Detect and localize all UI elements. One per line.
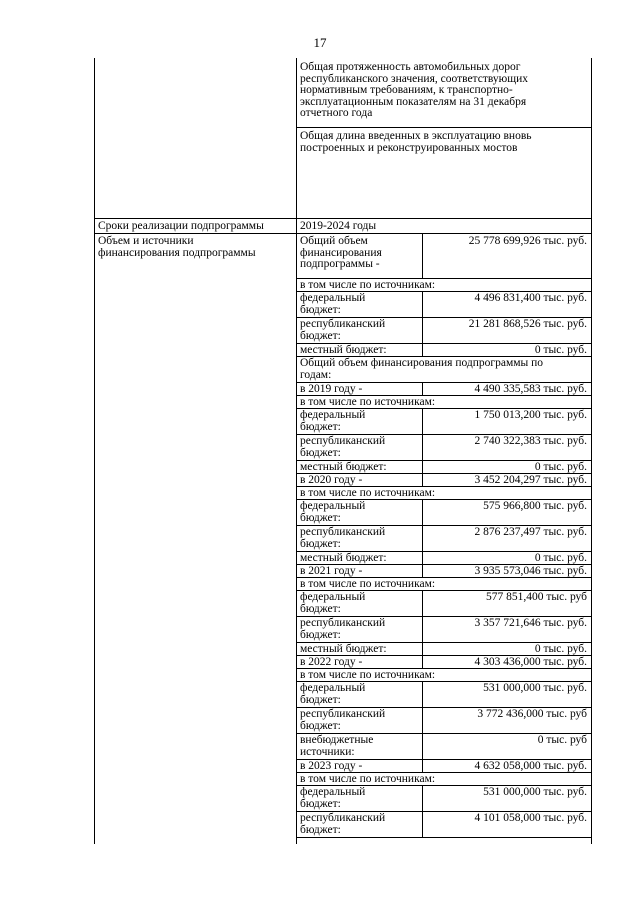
table-left-border bbox=[94, 58, 95, 844]
amount-column-divider bbox=[422, 473, 423, 486]
indicator-bridges-text: построенных и реконструированных мостов bbox=[300, 141, 518, 154]
sources-label: в том числе по источникам: bbox=[300, 578, 436, 590]
source-value: 531 000,000 тыс. руб. bbox=[483, 786, 587, 798]
source-label: в 2023 году - bbox=[300, 760, 363, 772]
source-label: бюджет: bbox=[300, 797, 341, 810]
source-value: 4 632 058,000 тыс. руб. bbox=[474, 760, 587, 772]
source-label: бюджет: bbox=[300, 823, 341, 836]
passport-table bbox=[94, 58, 591, 844]
amount-column-divider bbox=[422, 655, 423, 668]
source-label: местный бюджет: bbox=[300, 552, 387, 564]
source-value: 0 тыс. руб. bbox=[534, 344, 587, 356]
amount-column-divider bbox=[422, 551, 423, 564]
source-label: республиканский bbox=[300, 708, 386, 720]
timing-label: Сроки реализации подпрограммы bbox=[98, 220, 264, 232]
indicator-length-text: отчетного года bbox=[300, 107, 373, 119]
source-value: 3 357 721,646 тыс. руб. bbox=[474, 617, 587, 629]
amount-column-divider bbox=[422, 681, 423, 707]
source-value: 4 101 058,000 тыс. руб. bbox=[474, 812, 587, 824]
source-value: 4 303 436,000 тыс. руб. bbox=[474, 656, 587, 668]
source-value: 0 тыс. руб. bbox=[534, 643, 587, 655]
source-label: республиканский bbox=[300, 318, 386, 330]
amount-column-divider bbox=[422, 382, 423, 395]
source-value: 531 000,000 тыс. руб. bbox=[483, 682, 587, 694]
row-divider bbox=[94, 218, 591, 219]
source-label: бюджет: bbox=[300, 446, 341, 459]
total-value: 25 778 699,926 тыс. руб. bbox=[468, 235, 587, 247]
by-years-label: Общий объем финансирования подпрограммы по bbox=[300, 357, 544, 369]
source-label: местный бюджет: bbox=[300, 344, 387, 356]
source-label: республиканский bbox=[300, 526, 386, 538]
source-value: 4 496 831,400 тыс. руб. bbox=[474, 292, 587, 304]
amount-column-divider bbox=[422, 707, 423, 733]
indicator-bridges-text: Общая длина введенных в эксплуатацию вновь bbox=[300, 130, 532, 142]
sources-label: в том числе по источникам: bbox=[300, 669, 436, 681]
indicator-length-text: эксплуатационным показателям на 31 декабря bbox=[300, 95, 527, 108]
amount-column-divider bbox=[422, 564, 423, 577]
source-label: республиканский bbox=[300, 812, 386, 824]
source-label: бюджет: bbox=[300, 628, 341, 641]
amount-column-divider bbox=[422, 525, 423, 551]
source-value: 21 281 868,526 тыс. руб. bbox=[468, 318, 587, 330]
source-value: 4 490 335,583 тыс. руб. bbox=[474, 383, 587, 395]
source-value: 2 740 322,383 тыс. руб. bbox=[474, 435, 587, 447]
amount-column-divider bbox=[422, 233, 423, 278]
financing-label: Объем и источники bbox=[98, 235, 194, 247]
amount-column-divider bbox=[422, 759, 423, 772]
source-label: федеральный bbox=[300, 500, 366, 512]
source-value: 577 851,400 тыс. руб bbox=[485, 591, 587, 603]
indicator-length-text: республиканского значения, соответствующих bbox=[300, 72, 528, 85]
amount-column-divider bbox=[422, 811, 423, 837]
row-divider bbox=[296, 127, 591, 128]
amount-column-divider bbox=[422, 733, 423, 759]
sources-label: в том числе по источникам: bbox=[300, 396, 436, 408]
amount-column-divider bbox=[422, 343, 423, 356]
amount-column-divider bbox=[422, 616, 423, 642]
source-value: 575 966,800 тыс. руб. bbox=[483, 500, 587, 512]
amount-column-divider bbox=[422, 785, 423, 811]
source-label: федеральный bbox=[300, 292, 366, 304]
source-value: 3 772 436,000 тыс. руб bbox=[477, 708, 587, 720]
source-label: в 2019 году - bbox=[300, 383, 363, 395]
source-label: местный бюджет: bbox=[300, 643, 387, 655]
source-value: 0 тыс. руб bbox=[537, 734, 587, 746]
total-label: подпрограммы - bbox=[300, 258, 380, 270]
indicator-length-text: Общая протяженность автомобильных дорог bbox=[300, 61, 521, 73]
row-divider bbox=[296, 837, 591, 838]
source-label: бюджет: bbox=[300, 693, 341, 706]
source-label: бюджет: bbox=[300, 602, 341, 615]
amount-column-divider bbox=[422, 434, 423, 460]
source-label: федеральный bbox=[300, 409, 366, 421]
source-label: федеральный bbox=[300, 786, 366, 798]
source-label: бюджет: bbox=[300, 329, 341, 342]
financing-label: финансирования подпрограммы bbox=[98, 246, 256, 259]
total-label: финансирования bbox=[300, 246, 382, 259]
total-label: Общий объем bbox=[300, 235, 368, 247]
source-label: внебюджетные bbox=[300, 734, 374, 746]
amount-column-divider bbox=[422, 408, 423, 434]
sources-label: в том числе по источникам: bbox=[300, 773, 436, 785]
indicator-length-text: нормативным требованиям, к транспортно- bbox=[300, 84, 513, 96]
row-divider bbox=[94, 233, 591, 234]
source-label: в 2022 году - bbox=[300, 656, 363, 668]
source-value: 2 876 237,497 тыс. руб. bbox=[474, 526, 587, 538]
amount-column-divider bbox=[422, 590, 423, 616]
timing-value: 2019-2024 годы bbox=[300, 220, 377, 232]
amount-column-divider bbox=[422, 642, 423, 655]
sources-label: в том числе по источникам: bbox=[300, 487, 436, 499]
table-column-divider bbox=[296, 58, 297, 844]
sources-label: в том числе по источникам: bbox=[300, 279, 436, 291]
by-years-label: годам: bbox=[300, 368, 332, 381]
source-label: федеральный bbox=[300, 591, 366, 603]
amount-column-divider bbox=[422, 317, 423, 343]
source-label: бюджет: bbox=[300, 719, 341, 732]
source-label: бюджет: bbox=[300, 537, 341, 550]
source-label: бюджет: bbox=[300, 511, 341, 524]
source-value: 3 935 573,046 тыс. руб. bbox=[474, 565, 587, 577]
page-number: 17 bbox=[313, 35, 327, 50]
source-value: 3 452 204,297 тыс. руб. bbox=[474, 474, 587, 486]
amount-column-divider bbox=[422, 499, 423, 525]
source-label: в 2021 году - bbox=[300, 565, 363, 577]
source-label: республиканский bbox=[300, 617, 386, 629]
source-label: бюджет: bbox=[300, 420, 341, 433]
amount-column-divider bbox=[422, 460, 423, 473]
amount-column-divider bbox=[422, 291, 423, 317]
source-label: источники: bbox=[300, 745, 355, 758]
source-label: федеральный bbox=[300, 682, 366, 694]
source-label: в 2020 году - bbox=[300, 474, 363, 486]
source-value: 1 750 013,200 тыс. руб. bbox=[474, 409, 587, 421]
source-value: 0 тыс. руб. bbox=[534, 461, 587, 473]
source-label: местный бюджет: bbox=[300, 461, 387, 473]
source-label: бюджет: bbox=[300, 303, 341, 316]
table-right-border bbox=[591, 58, 592, 844]
source-value: 0 тыс. руб. bbox=[534, 552, 587, 564]
source-label: республиканский bbox=[300, 435, 386, 447]
